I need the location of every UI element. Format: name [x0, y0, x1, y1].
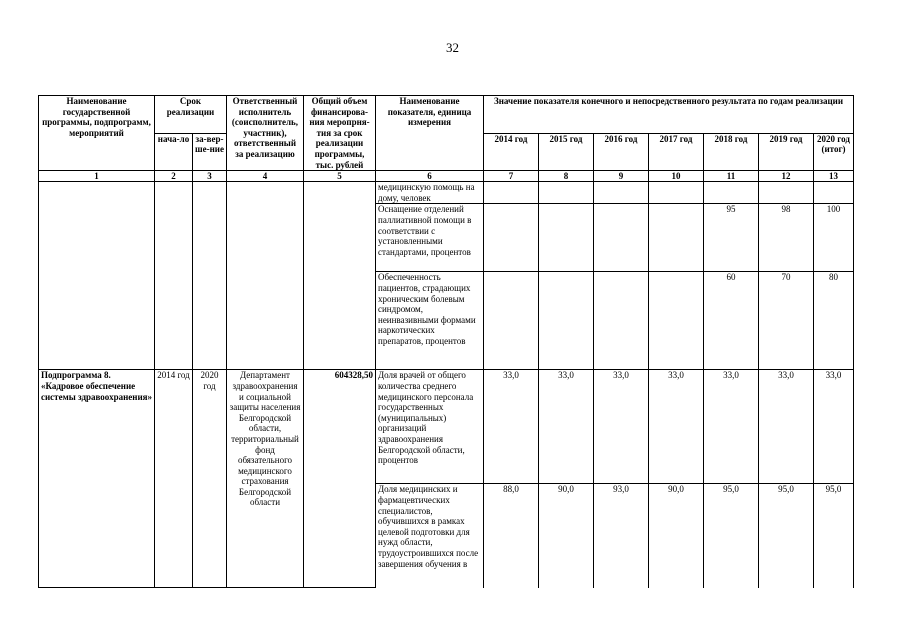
value-cell	[649, 204, 704, 272]
value-cell	[594, 182, 649, 204]
header-funding: Общий объем финансирова-ния меропрня-тия за срок реализации программы, тыс. рублей	[304, 96, 376, 171]
indicator-cell: Обеспеченность пациентов, страдающих хроническим болевым синдромом, неинвазивными формами наркотических препаратов, процентов	[376, 272, 484, 370]
header-year-2018: 2018 год	[704, 133, 759, 171]
header-year-2017: 2017 год	[649, 133, 704, 171]
value-cell: 60	[704, 272, 759, 370]
column-number: 8	[539, 171, 594, 182]
value-cell: 33,0	[704, 370, 759, 484]
value-cell: 95,0	[704, 484, 759, 588]
header-year-2016: 2016 год	[594, 133, 649, 171]
header-row-1	[39, 96, 854, 134]
column-number: 5	[304, 171, 376, 182]
column-number: 10	[649, 171, 704, 182]
value-cell	[539, 204, 594, 272]
column-number: 3	[193, 171, 227, 182]
value-cell: 95,0	[759, 484, 814, 588]
page-number: 32	[446, 40, 459, 55]
value-cell: 33,0	[649, 370, 704, 484]
value-cell	[484, 182, 539, 204]
value-cell: 100	[814, 204, 854, 272]
header-year-2020: 2020 год (итог)	[814, 133, 854, 171]
value-cell: 33,0	[759, 370, 814, 484]
indicator-cell: медицинскую помощь на дому, человек	[376, 182, 484, 204]
column-number: 13	[814, 171, 854, 182]
subprogram-funding: 604328,50	[304, 370, 376, 588]
value-cell: 33,0	[594, 370, 649, 484]
header-start: нача-ло	[155, 133, 193, 171]
column-number-row	[39, 171, 854, 182]
value-cell	[649, 182, 704, 204]
table-row	[39, 182, 854, 204]
value-cell: 33,0	[484, 370, 539, 484]
column-number: 4	[227, 171, 304, 182]
empty-cell	[227, 182, 304, 370]
value-cell	[539, 182, 594, 204]
subprogram-start: 2014 год	[155, 370, 193, 588]
value-cell	[594, 204, 649, 272]
value-cell	[484, 272, 539, 370]
column-number: 1	[39, 171, 155, 182]
subprogram-end: 2020 год	[193, 370, 227, 588]
header-responsible: Ответственный исполнитель (соисполнитель, участник), ответственный за реализацию	[227, 96, 304, 171]
value-cell: 88,0	[484, 484, 539, 588]
value-cell: 90,0	[539, 484, 594, 588]
value-cell: 98	[759, 204, 814, 272]
empty-cell	[155, 182, 193, 370]
empty-cell	[39, 182, 155, 370]
header-indicator: Наименование показателя, единица измерения	[376, 96, 484, 171]
indicator-table	[38, 95, 854, 588]
header-year-2015: 2015 год	[539, 133, 594, 171]
value-cell: 90,0	[649, 484, 704, 588]
value-cell: 93,0	[594, 484, 649, 588]
empty-cell	[304, 182, 376, 370]
indicator-cell: Оснащение отделений паллиативной помощи в соответствии с установленными стандартами, процентов	[376, 204, 484, 272]
value-cell	[539, 272, 594, 370]
header-year-2019: 2019 год	[759, 133, 814, 171]
header-end: за-вер-ше-ние	[193, 133, 227, 171]
header-period: Срок реализации	[155, 96, 227, 134]
column-number: 9	[594, 171, 649, 182]
empty-cell	[193, 182, 227, 370]
header-name: Наименование государственной программы, подпрограмм, мероприятий	[39, 96, 155, 171]
indicator-cell: Доля врачей от общего количества среднего медицинского персонала государственных (муниципальных) организаций здравоохранения Белгородской области, процентов	[376, 370, 484, 484]
indicator-cell: Доля медицинских и фармацевтических специалистов, обучившихся в рамках целевой подготовки для нужд области, трудоустроившихся после завершения обучения в	[376, 484, 484, 588]
value-cell: 70	[759, 272, 814, 370]
value-cell	[759, 182, 814, 204]
subprogram-responsible: Департамент здравоохранения и социальной защиты населения Белгородской области, территориальный фонд обязательного медицинского страхования Белгородской области	[227, 370, 304, 588]
table-row	[39, 370, 854, 484]
column-number: 12	[759, 171, 814, 182]
value-cell: 95,0	[814, 484, 854, 588]
value-cell	[649, 272, 704, 370]
column-number: 2	[155, 171, 193, 182]
column-number: 11	[704, 171, 759, 182]
value-cell: 33,0	[814, 370, 854, 484]
value-cell: 80	[814, 272, 854, 370]
value-cell	[814, 182, 854, 204]
column-number: 6	[376, 171, 484, 182]
value-cell	[704, 182, 759, 204]
value-cell	[594, 272, 649, 370]
header-values: Значение показателя конечного и непосредственного результата по годам реализации	[484, 96, 854, 134]
value-cell	[484, 204, 539, 272]
column-number: 7	[484, 171, 539, 182]
subprogram-name: Подпрограмма 8. «Кадровое обеспечение системы здравоохранения»	[39, 370, 155, 588]
header-year-2014: 2014 год	[484, 133, 539, 171]
value-cell: 95	[704, 204, 759, 272]
value-cell: 33,0	[539, 370, 594, 484]
